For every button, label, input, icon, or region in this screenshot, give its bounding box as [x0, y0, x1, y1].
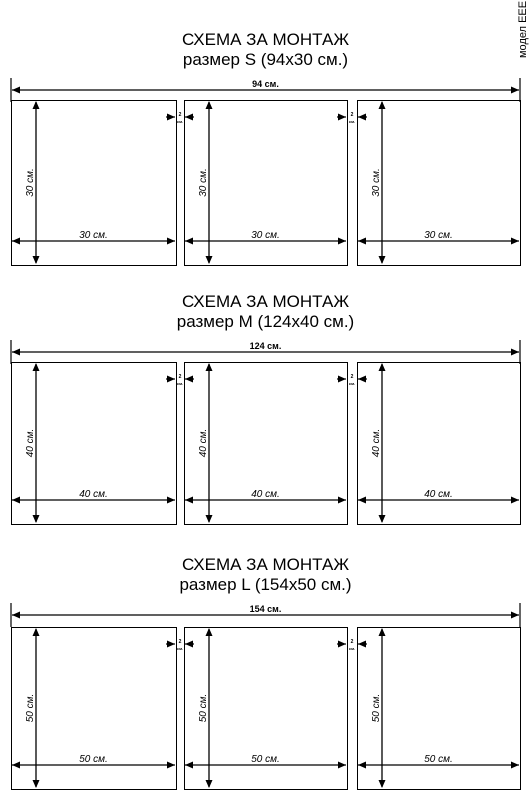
panel-width-arrow-left — [358, 497, 366, 504]
panel-width-arrow-right — [167, 497, 175, 504]
total-width-arrow-right — [511, 612, 519, 619]
total-width-arrow-left — [12, 612, 20, 619]
section-title: СХЕМА ЗА МОНТАЖ — [181, 555, 350, 574]
panel-height-arrow-bottom — [379, 515, 386, 523]
gap-arrow-right — [185, 641, 193, 648]
gap-arrow-left — [167, 114, 175, 121]
panel-height-arrow-top — [33, 628, 40, 636]
gap-arrow-right — [358, 641, 366, 648]
gap-unit-label: см. — [348, 119, 356, 124]
panel-width-arrow-left — [12, 497, 20, 504]
gap-arrow-right — [358, 376, 366, 383]
size-section — [0, 30, 531, 271]
gap-arrow-right — [358, 114, 366, 121]
section-drawing — [0, 555, 531, 795]
panel-width-label: 40 см. — [251, 489, 280, 500]
total-width-label: 124 см. — [249, 341, 282, 351]
panel-height-label: 30 см. — [198, 168, 209, 197]
panel-width-label: 50 см. — [79, 754, 108, 765]
panel-height-label: 30 см. — [25, 168, 36, 197]
panel-width-arrow-right — [338, 497, 346, 504]
panel-height-arrow-top — [206, 628, 213, 636]
panel-height-arrow-top — [206, 363, 213, 371]
panel-height-arrow-top — [33, 101, 40, 109]
panel-height-arrow-bottom — [33, 780, 40, 788]
panel-height-arrow-bottom — [206, 256, 213, 264]
panel-width-arrow-left — [185, 497, 193, 504]
panel-height-label: 50 см. — [25, 693, 36, 723]
gap-arrow-left — [167, 376, 175, 383]
gap-value-label: 2 — [350, 112, 354, 118]
section-drawing — [0, 30, 531, 271]
gap-value-label: 2 — [350, 374, 354, 380]
gap-arrow-left — [338, 114, 346, 121]
panel-height-arrow-bottom — [206, 515, 213, 523]
gap-unit-label: см. — [176, 381, 184, 386]
gap-unit-label: см. — [176, 119, 184, 124]
panel-width-arrow-left — [12, 762, 20, 769]
section-subtitle: размер S (94x30 см.) — [182, 50, 349, 69]
panel-width-label: 40 см. — [79, 489, 108, 500]
panel-width-label: 50 см. — [251, 754, 280, 765]
panel-height-arrow-top — [379, 363, 386, 371]
total-width-label: 154 см. — [249, 604, 282, 614]
size-section — [0, 555, 531, 795]
panel-height-label: 50 см. — [371, 693, 382, 723]
gap-arrow-left — [338, 376, 346, 383]
panel-height-label: 40 см. — [198, 428, 209, 458]
panel-width-arrow-right — [338, 238, 346, 245]
panel-width-arrow-right — [511, 762, 519, 769]
size-section — [0, 292, 531, 530]
panel-height-arrow-top — [379, 101, 386, 109]
panel-width-arrow-right — [167, 238, 175, 245]
panel-width-arrow-left — [358, 762, 366, 769]
section-title: СХЕМА ЗА МОНТАЖ — [181, 30, 350, 49]
section-title: СХЕМА ЗА МОНТАЖ — [181, 292, 350, 311]
panel-width-arrow-right — [338, 762, 346, 769]
gap-arrow-left — [167, 641, 175, 648]
panel-width-label: 50 см. — [424, 754, 453, 765]
gap-unit-label: см. — [348, 381, 356, 386]
gap-value-label: 2 — [178, 112, 182, 118]
section-subtitle: размер M (124x40 см.) — [176, 312, 355, 331]
panel-width-arrow-left — [12, 238, 20, 245]
total-width-arrow-right — [511, 87, 519, 94]
panel-width-arrow-right — [511, 238, 519, 245]
panel-height-arrow-bottom — [379, 256, 386, 264]
model-label-text: модел EEE — [517, 0, 529, 58]
panel-height-arrow-bottom — [33, 515, 40, 523]
panel-width-label: 30 см. — [424, 230, 453, 241]
panel-width-label: 30 см. — [251, 230, 280, 241]
panel-width-label: 30 см. — [79, 230, 108, 241]
panel-height-arrow-bottom — [379, 780, 386, 788]
panel-width-arrow-left — [185, 762, 193, 769]
panel-height-label: 40 см. — [25, 428, 36, 458]
gap-value-label: 2 — [178, 639, 182, 645]
gap-value-label: 2 — [350, 639, 354, 645]
section-drawing — [0, 292, 531, 530]
panel-height-label: 40 см. — [371, 428, 382, 458]
panel-width-arrow-left — [185, 238, 193, 245]
total-width-arrow-left — [12, 87, 20, 94]
total-width-arrow-left — [12, 349, 20, 356]
panel-height-arrow-bottom — [206, 780, 213, 788]
gap-arrow-right — [185, 376, 193, 383]
panel-height-label: 50 см. — [198, 693, 209, 723]
panel-width-arrow-left — [358, 238, 366, 245]
gap-arrow-right — [185, 114, 193, 121]
panel-width-arrow-right — [511, 497, 519, 504]
panel-width-arrow-right — [167, 762, 175, 769]
panel-height-arrow-bottom — [33, 256, 40, 264]
total-width-label: 94 см. — [252, 79, 279, 89]
panel-height-arrow-top — [206, 101, 213, 109]
panel-height-label: 30 см. — [371, 168, 382, 197]
gap-arrow-left — [338, 641, 346, 648]
panel-height-arrow-top — [379, 628, 386, 636]
section-subtitle: размер L (154x50 см.) — [179, 575, 352, 594]
total-width-arrow-right — [511, 349, 519, 356]
gap-unit-label: см. — [348, 646, 356, 651]
panel-width-label: 40 см. — [424, 489, 453, 500]
gap-unit-label: см. — [176, 646, 184, 651]
gap-value-label: 2 — [178, 374, 182, 380]
panel-height-arrow-top — [33, 363, 40, 371]
